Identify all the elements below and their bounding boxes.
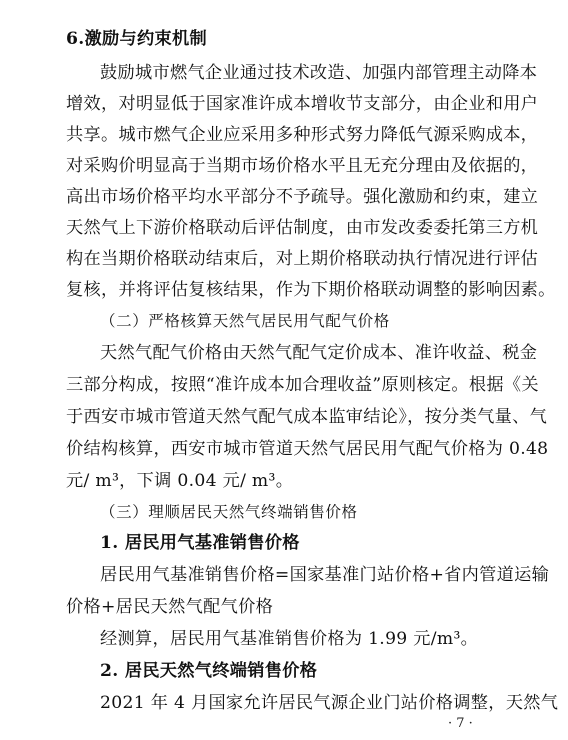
paragraph-line: 鼓励城市燃气企业通过技术改造、加强内部管理主动降本 (100, 63, 538, 83)
page-number: · 7 · (448, 716, 473, 731)
formula-line: 居民用气基准销售价格=国家基准门站价格+省内管道运输 (100, 565, 550, 585)
item-1-heading: 1. 居民用气基准销售价格 (100, 533, 300, 553)
paragraph-line: 天然气上下游价格联动后评估制度，由市发改委委托第三方机 (66, 218, 539, 238)
paragraph-line: 天然气配气价格由天然气配气定价成本、准许收益、税金 (100, 343, 538, 363)
paragraph-line: 对采购价明显高于当期市场价格水平且无充分理由及依据的， (66, 156, 539, 176)
paragraph-line: 于西安市城市管道天然气配气成本监审结论》，按分类气量、气 (66, 407, 548, 427)
paragraph-line: 元/ m³，下调 0.04 元/ m³。 (66, 471, 294, 491)
paragraph-line: 价结构核算，西安市城市管道天然气居民用气配气价格为 0.48 (66, 439, 549, 459)
item-1-result: 经测算，居民用气基准销售价格为 1.99 元/m³。 (100, 629, 479, 649)
paragraph-line: 三部分构成，按照“准许成本加合理收益”原则核定。根据《关 (66, 375, 539, 395)
paragraph-line: 复核，并将评估复核结果，作为下期价格联动调整的影响因素。 (66, 280, 556, 300)
paragraph-line: 2021 年 4 月国家允许居民气源企业门站价格调整，天然气 (100, 693, 559, 713)
section-6-heading: 6.激励与约束机制 (66, 29, 207, 49)
paragraph-line: 构在当期价格联动结束后，对上期价格联动执行情况进行评估 (66, 249, 539, 269)
paragraph-line: 高出市场价格平均水平部分不予疏导。强化激励和约束，建立 (66, 187, 539, 207)
paragraph-line: 增效，对明显低于国家准许成本增收节支部分，由企业和用户 (66, 94, 539, 114)
paragraph-line: 共享。城市燃气企业应采用多种形式努力降低气源采购成本， (66, 125, 539, 145)
subsection-3-heading: （三）理顺居民天然气终端销售价格 (100, 503, 358, 521)
formula-line: 价格+居民天然气配气价格 (66, 597, 274, 617)
subsection-2-heading: （二）严格核算天然气居民用气配气价格 (100, 312, 390, 330)
item-2-heading: 2. 居民天然气终端销售价格 (100, 661, 318, 681)
